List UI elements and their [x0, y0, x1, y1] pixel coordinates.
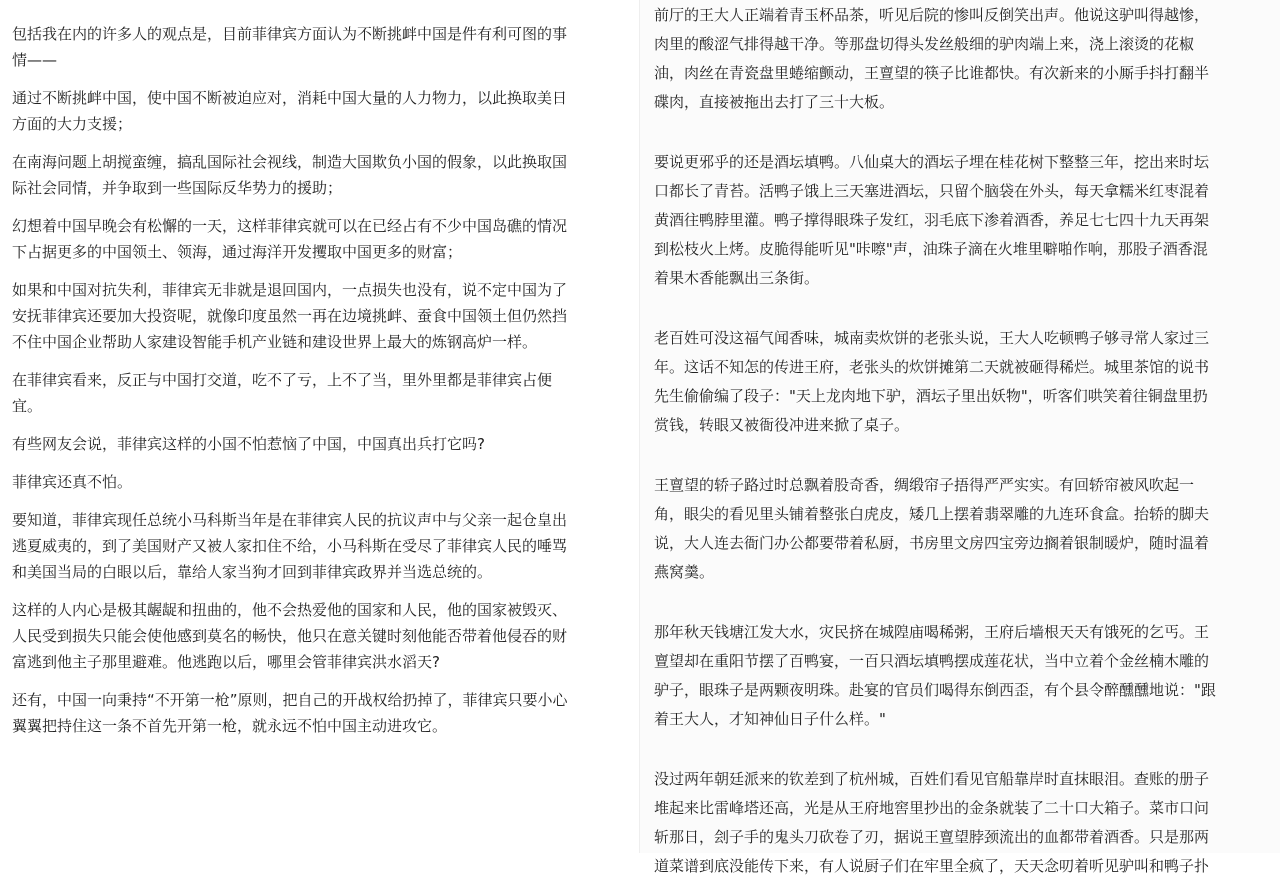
- article-paragraph: 要说更邪乎的还是酒坛填鸭。八仙桌大的酒坛子埋在桂花树下整整三年，挖出来时坛 口都长了青苔。活鸭子饿上三天塞进酒坛，只留个脑袋在外头，每天拿糯米红枣混着 黄酒往鸭脖里灌。鸭子撑得眼珠子发红，羽毛底下渗着酒香，养足七七四十九天再架 到松枝火上烤。皮脆得能听见"咔嚓"声，油珠子滴在火堆里噼啪作响，那股子酒香混 着果木香能飘出三条街。: [654, 153, 1210, 287]
- article-paragraph: 在南海问题上胡搅蛮缠，搞乱国际社会视线，制造大国欺负小国的假象，以此换取国 际社会同情，并争取到一些国际反华势力的援助；: [12, 153, 568, 197]
- article-paragraph: 王亶望的轿子路过时总飘着股奇香，绸缎帘子捂得严严实实。有回轿帘被风吹起一 角，眼尖的看见里头铺着整张白虎皮，矮几上摆着翡翠雕的九连环食盒。抬轿的脚夫 说，大人连去衙门办公都要带着私厨，书房里文房四宝旁边搁着银制暖炉，随时温着 燕窝羹。: [654, 476, 1210, 581]
- article-paragraph: 要知道，菲律宾现任总统小马科斯当年是在菲律宾人民的抗议声中与父亲一起仓皇出 逃夏威夷的，到了美国财产又被人家扣住不给，小马科斯在受尽了菲律宾人民的唾骂 和美国当局的白眼以后，靠给人家当狗才回到菲律宾政界并当选总统的。: [12, 511, 568, 581]
- article-paragraph: 包括我在内的许多人的观点是，目前菲律宾方面认为不断挑衅中国是件有利可图的事 情——: [12, 25, 568, 69]
- article-paragraph: 如果和中国对抗失利，菲律宾无非就是退回国内，一点损失也没有，说不定中国为了 安抚菲律宾还要加大投资呢，就像印度虽然一再在边境挑衅、蚕食中国领土但仍然挡 不住中国企业帮助人家建设智能手机产业链和建设世界上最大的炼钢高炉一样。: [12, 281, 568, 351]
- article-paragraph: 这样的人内心是极其龌龊和扭曲的，他不会热爱他的国家和人民，他的国家被毁灭、 人民受到损失只能会使他感到莫名的畅快，他只在意关键时刻他能否带着他侵吞的财 富逃到他主子那里避难。他逃跑以后，哪里会管菲律宾洪水滔天?: [12, 601, 568, 671]
- article-paragraph: 幻想着中国早晚会有松懈的一天，这样菲律宾就可以在已经占有不少中国岛礁的情况 下占据更多的中国领土、领海，通过海洋开发攫取中国更多的财富；: [12, 217, 568, 261]
- article-paragraph: 有些网友会说，菲律宾这样的小国不怕惹恼了中国，中国真出兵打它吗?: [12, 435, 485, 453]
- article-paragraph: 通过不断挑衅中国，使中国不断被迫应对，消耗中国大量的人力物力，以此换取美日 方面的大力支援；: [12, 89, 568, 133]
- right-article-column: [640, 0, 1280, 875]
- article-paragraph: 没过两年朝廷派来的钦差到了杭州城，百姓们看见官船靠岸时直抹眼泪。查账的册子 堆起来比雷峰塔还高，光是从王府地窖里抄出的金条就装了二十口大箱子。菜市口问 斩那日，刽子手的鬼头刀砍卷了刃，据说王亶望脖颈流出的血都带着酒香。只是那两 道菜谱到底没能传下来，有人说厨子们在牢里全疯了，天天念叨着听见驴叫和鸭子扑: [654, 770, 1210, 875]
- article-paragraph: 那年秋天钱塘江发大水，灾民挤在城隍庙喝稀粥，王府后墙根天天有饿死的乞丐。王 亶望却在重阳节摆了百鸭宴，一百只酒坛填鸭摆成莲花状，当中立着个金丝楠木雕的 驴子，眼珠子是两颗夜明珠。赴宴的官员们喝得东倒西歪，有个县令醉醺醺地说："跟 着王大人，才知神仙日子什么样。": [654, 623, 1216, 728]
- left-article-column: [0, 0, 640, 853]
- article-paragraph: 老百姓可没这福气闻香味，城南卖炊饼的老张头说，王大人吃顿鸭子够寻常人家过三 年。这话不知怎的传进王府，老张头的炊饼摊第二天就被砸得稀烂。城里茶馆的说书 先生偷偷编了段子："天上龙肉地下驴，酒坛子里出妖物"，听客们哄笑着往铜盘里扔 赏钱，转眼又被衙役冲进来掀了桌子。: [654, 329, 1210, 434]
- article-paragraph: 在菲律宾看来，反正与中国打交道，吃不了亏，上不了当，里外里都是菲律宾占便 宜。: [12, 371, 553, 415]
- article-paragraph: 还有，中国一向秉持“不开第一枪”原则，把自己的开战权给扔掉了，菲律宾只要小心 翼翼把持住这一条不首先开第一枪，就永远不怕中国主动进攻它。: [12, 691, 568, 735]
- article-paragraph: 前厅的王大人正端着青玉杯品茶，听见后院的惨叫反倒笑出声。他说这驴叫得越惨， 肉里的酸涩气排得越干净。等那盘切得头发丝般细的驴肉端上来，浇上滚烫的花椒 油，肉丝在青瓷盘里蜷缩颤动，王亶望的筷子比谁都快。有次新来的小厮手抖打翻半 碟肉，直接被拖出去打了三十大板。: [654, 6, 1210, 111]
- article-paragraph: 菲律宾还真不怕。: [12, 473, 133, 491]
